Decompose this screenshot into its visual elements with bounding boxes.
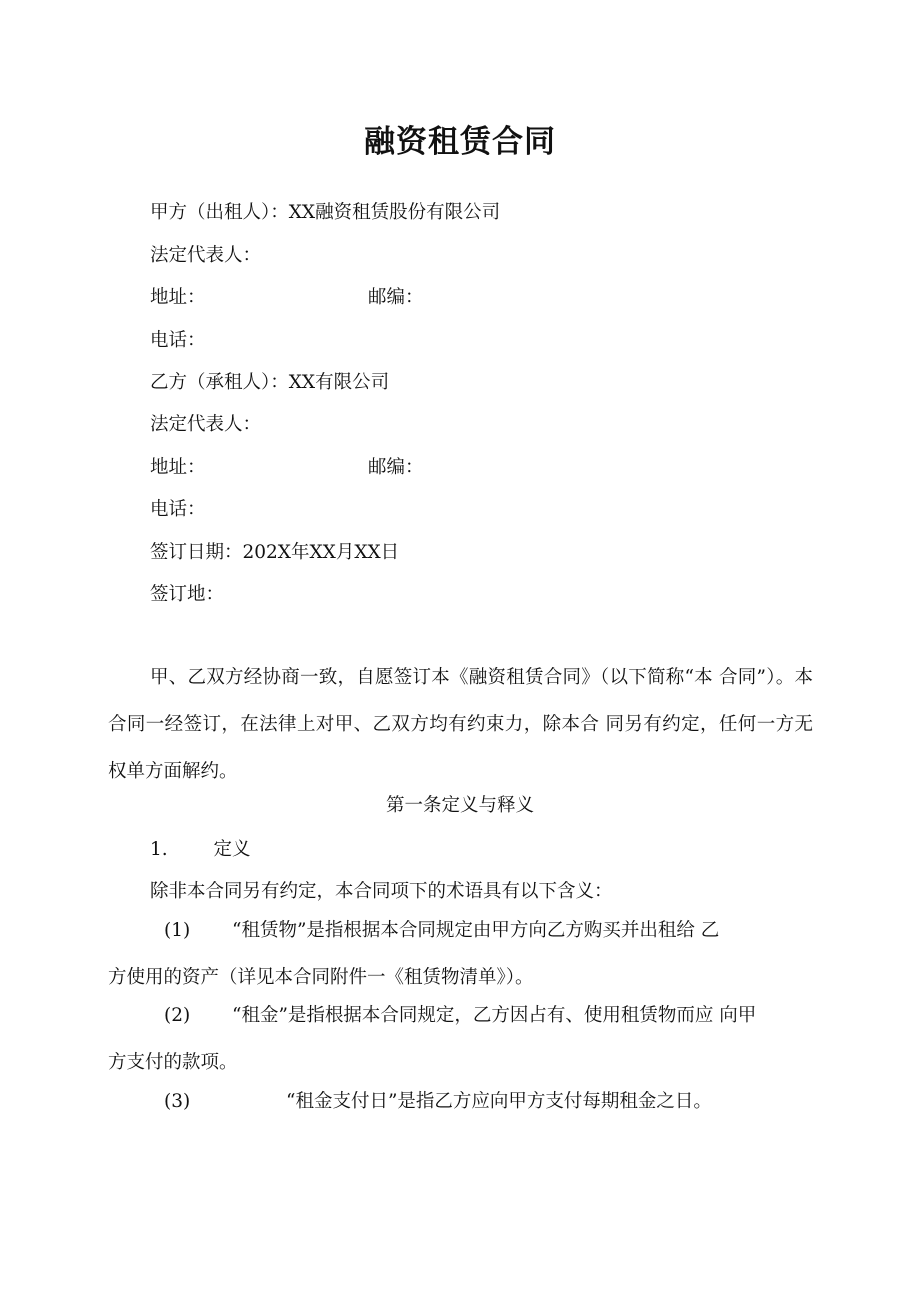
party-b-address: 地址： bbox=[150, 457, 206, 478]
preamble-paragraph: 甲、乙双方经协商一致，自愿签订本《融资租赁合同》（以下简称“本 合同”）。本合同一经签订，在法律上对甲、乙双方均有约束力，除本合 同另有约定，任何一方无权单方面解约。 bbox=[108, 667, 813, 782]
definition-continuation: 方使用的资产（详见本合同附件一《租赁物清单》）。 bbox=[108, 967, 534, 988]
sign-date: 签订日期：202X年XX月XX日 bbox=[150, 542, 400, 563]
party-a-postal: 邮编： bbox=[368, 287, 424, 308]
party-b-phone: 电话： bbox=[150, 499, 206, 520]
definition-item-1 bbox=[108, 907, 813, 1001]
section-1-heading bbox=[150, 836, 250, 864]
party-b-legal-rep: 法定代表人： bbox=[150, 414, 262, 435]
sign-place: 签订地： bbox=[150, 584, 225, 605]
definition-continuation: 方支付的款项。 bbox=[108, 1052, 238, 1073]
definition-text: “租金支付日”是指乙方应向甲方支付每期租金之日。 bbox=[286, 1091, 712, 1112]
party-a-legal-rep: 法定代表人： bbox=[150, 245, 262, 266]
party-b-label: 乙方（承租人）：XX有限公司 bbox=[150, 372, 390, 393]
definition-number: (3) bbox=[164, 1091, 191, 1112]
section-1-number: 1. bbox=[150, 839, 168, 860]
definition-number: (2) bbox=[164, 1005, 191, 1026]
document-title: 融资租赁合同 bbox=[364, 124, 556, 160]
definition-text: “租金”是指根据本合同规定，乙方因占有、使用租赁物而应 向甲 bbox=[232, 1005, 757, 1026]
definitions-intro: 除非本合同另有约定，本合同项下的术语具有以下含义： bbox=[150, 881, 613, 902]
definition-item-2 bbox=[108, 992, 813, 1086]
article-1-title: 第一条定义与释义 bbox=[385, 795, 534, 816]
party-a-label: 甲方（出租人）：XX融资租赁股份有限公司 bbox=[150, 202, 501, 223]
definition-number: (1) bbox=[164, 920, 191, 941]
party-b-address-row bbox=[150, 454, 550, 482]
party-a-phone: 电话： bbox=[150, 330, 206, 351]
party-b-postal: 邮编： bbox=[368, 457, 424, 478]
section-1-label: 定义 bbox=[213, 839, 251, 860]
definition-text: “租赁物”是指根据本合同规定由甲方向乙方购买并出租给 乙 bbox=[232, 920, 720, 941]
party-a-address: 地址： bbox=[150, 287, 206, 308]
definition-item-3 bbox=[108, 1078, 813, 1125]
party-a-address-row bbox=[150, 284, 550, 312]
